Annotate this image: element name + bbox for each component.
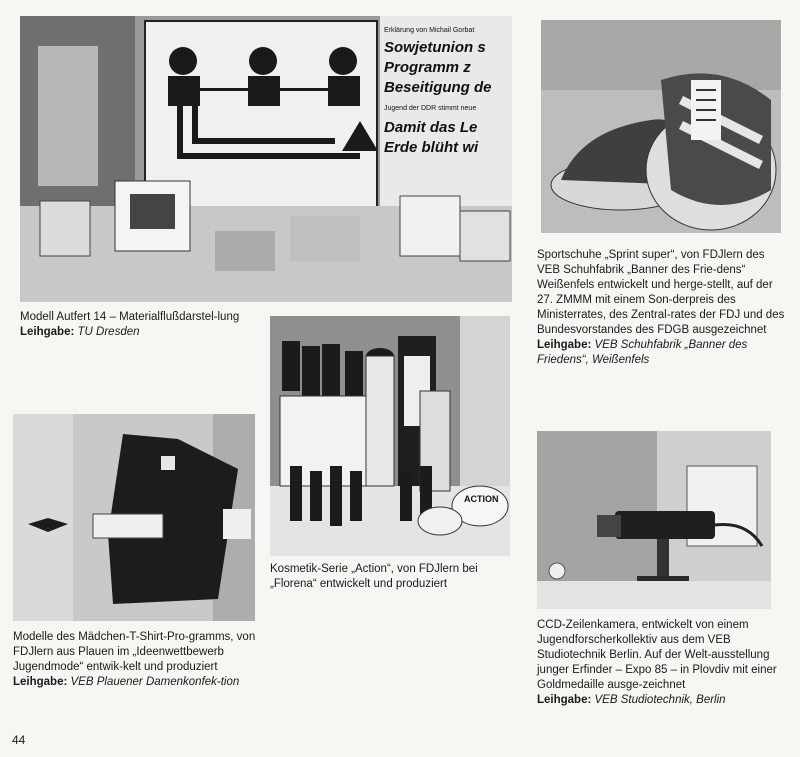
- caption-kosmetik-title: Kosmetik-Serie „Action“, von FDJlern bei „Florena“ entwickelt und produziert: [270, 563, 478, 590]
- caption-autfert: [20, 310, 270, 340]
- caption-tshirt-title: Modelle des Mädchen-T-Shirt-Pro-gramms, von FDJlern aus Plauen im „Ideenwettbewerb Jugendmode“ entwik-kelt und produziert: [13, 631, 256, 673]
- sign-small-text-2: Jugend der DDR stimmt neue: [384, 105, 477, 112]
- lender-value: VEB Schuhfabrik „Banner des Friedens“, Weißenfels: [537, 339, 748, 366]
- lender-label: Leihgabe:: [537, 339, 592, 351]
- sign-line-2: Programm z: [384, 59, 471, 76]
- lender-value: VEB Plauener Damenkonfek-tion: [70, 676, 240, 688]
- sign-line-3: Beseitigung de: [384, 79, 492, 96]
- lender-value: VEB Studiotechnik, Berlin: [594, 694, 726, 706]
- caption-kamera-lender: [537, 693, 787, 708]
- caption-sportschuhe-lender: [537, 338, 787, 368]
- sign-line-1: Sowjetunion s: [384, 39, 486, 56]
- photo-autfert-model: [20, 16, 512, 302]
- lender-label: Leihgabe:: [20, 326, 75, 338]
- page-number: 44: [12, 733, 26, 747]
- caption-autfert-lender: [20, 325, 270, 340]
- caption-kamera-title: CCD-Zeilenkamera, entwickelt von einem Jugendforscherkollektiv aus dem VEB Studiotechnik Berlin. Auf der Welt-ausstellung junger Erfinder – Expo 85 – in Plovdiv mit einer Goldmedaille ausge-zeichnet: [537, 619, 777, 691]
- sign-line-5: Erde blüht wi: [384, 139, 479, 156]
- caption-kosmetik: [270, 562, 520, 592]
- product-label-text: ACTION: [464, 494, 499, 504]
- caption-kamera: [537, 618, 787, 708]
- lender-label: Leihgabe:: [537, 694, 592, 706]
- photo-kosmetik-action: [270, 316, 510, 556]
- lender-value: TU Dresden: [77, 326, 140, 338]
- photo-ccd-camera: [537, 431, 771, 609]
- sign-small-text: Erklärung von Michail Gorbat: [384, 27, 475, 34]
- sign-line-4: Damit das Le: [384, 119, 478, 136]
- photo-tshirt: [13, 414, 255, 621]
- photo-sport-shoes: [541, 20, 781, 233]
- caption-sportschuhe-title: Sportschuhe „Sprint super“, von FDJlern des VEB Schuhfabrik „Banner des Frie-dens“ Weißenfels entwickelt und herge-stellt, auf der 27. ZMMM mit einem Son-derpreis des Ministerrates, des Zentral-rates der FDJ und des Bundesvorstandes des FDGB ausgezeichnet: [537, 249, 785, 336]
- caption-sportschuhe: [537, 248, 787, 368]
- caption-tshirt-lender: [13, 675, 258, 690]
- caption-autfert-title: Modell Autfert 14 – Materialflußdarstel-lung: [20, 311, 240, 323]
- caption-tshirt: [13, 630, 258, 690]
- lender-label: Leihgabe:: [13, 676, 68, 688]
